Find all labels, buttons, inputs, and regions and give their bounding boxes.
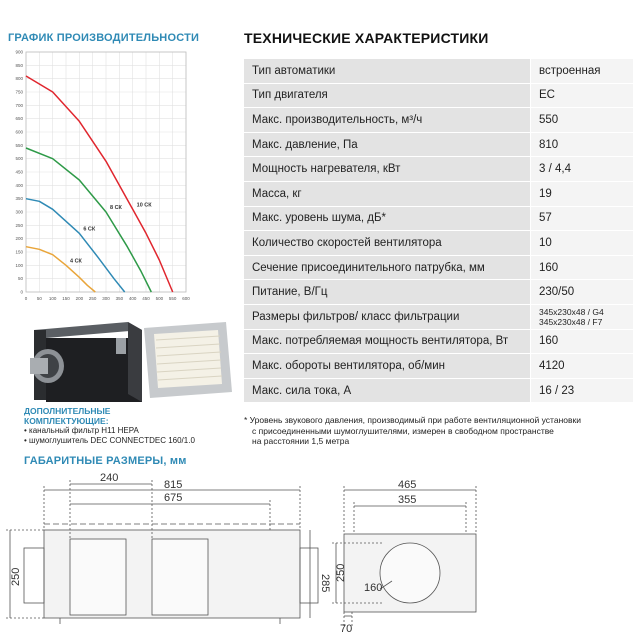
table-row (244, 304, 634, 329)
dimension-250-left: 250 (10, 567, 22, 586)
x-tick-label: 450 (142, 296, 150, 301)
dimension-465: 465 (398, 479, 417, 491)
table-row (244, 329, 634, 354)
x-tick-label: 300 (102, 296, 110, 301)
spec-value: 4120 (531, 354, 634, 379)
x-tick-label: 400 (128, 296, 137, 301)
y-tick-label: 300 (15, 209, 23, 215)
spec-value: 3 / 4,4 (531, 157, 634, 182)
spec-label: Размеры фильтров/ класс фильтрации (244, 304, 531, 329)
spec-value-filters (531, 304, 634, 329)
spec-value: встроенная (531, 59, 634, 84)
y-tick-label: 350 (15, 196, 23, 202)
y-tick-label: 600 (15, 129, 23, 135)
accessories-block (24, 406, 195, 446)
y-tick-label: 450 (15, 169, 23, 175)
spec-value: 550 (531, 108, 634, 133)
dimension-355: 355 (398, 494, 417, 506)
series-label: 4 СК (70, 258, 82, 265)
y-tick-label: 50 (17, 276, 23, 282)
x-tick-label: 600 (182, 296, 190, 301)
spec-label: Тип двигателя (244, 83, 531, 108)
filter-class-f7: 345x230x48 / F7 (539, 316, 603, 327)
dims-section-title: ГАБАРИТНЫЕ РАЗМЕРЫ, мм (24, 455, 187, 467)
dimension-70: 70 (340, 623, 353, 634)
spec-label: Количество скоростей вентилятора (244, 231, 531, 256)
side-view-drawing (6, 480, 318, 624)
table-row (244, 132, 634, 157)
table-row (244, 108, 634, 133)
spec-value: 160 (531, 255, 634, 280)
x-tick-label: 0 (24, 296, 28, 301)
y-tick-label: 900 (15, 49, 23, 55)
series-line (26, 199, 125, 292)
series-label: 6 СК (83, 226, 96, 233)
spec-label: Сечение присоединительного патрубка, мм (244, 255, 531, 280)
spec-label: Питание, В/Гц (244, 280, 531, 305)
footnote-line: с присоединенными шумоглушителями, измерен в свободном пространстве (252, 425, 554, 436)
dimension-815: 815 (164, 479, 183, 491)
dimension-160: 160 (364, 582, 383, 594)
spec-section-title: ТЕХНИЧЕСКИЕ ХАРАКТЕРИСТИКИ (244, 30, 489, 46)
y-tick-label: 750 (15, 89, 23, 95)
spec-label: Макс. обороты вентилятора, об/мин (244, 354, 531, 379)
spec-label: Макс. производительность, м³/ч (244, 108, 531, 133)
spec-value: 160 (531, 329, 634, 354)
x-tick-label: 550 (168, 296, 177, 301)
table-row (244, 181, 634, 206)
spec-table (243, 58, 634, 403)
spec-value: 16 / 23 (531, 378, 634, 403)
dimension-250-right: 250 (335, 563, 347, 582)
accessories-title: ДОПОЛНИТЕЛЬНЫЕ (24, 406, 111, 416)
spec-label: Макс. давление, Па (244, 132, 531, 157)
filter-panel-image (144, 322, 232, 398)
table-row (244, 255, 634, 280)
performance-chart (0, 46, 200, 308)
spec-value: 19 (531, 181, 634, 206)
accessory-item: • канальный фильтр H11 HEPA (24, 426, 139, 435)
table-row (244, 157, 634, 182)
y-tick-label: 200 (15, 236, 23, 242)
filter-class-g4: 345x230x48 / G4 (539, 306, 604, 317)
y-tick-label: 250 (15, 222, 23, 228)
y-tick-label: 500 (15, 156, 23, 162)
dimension-drawings (0, 466, 640, 634)
x-tick-label: 250 (88, 296, 97, 301)
accessory-item: • шумоглушитель DEC CONNECTDEC 160/1.0 (24, 436, 195, 445)
dimension-285: 285 (319, 574, 331, 593)
spec-label: Макс. сила тока, А (244, 378, 531, 403)
y-tick-label: 700 (15, 102, 23, 108)
chart-section-title: ГРАФИК ПРОИЗВОДИТЕЛЬНОСТИ (8, 32, 200, 44)
spec-value: 10 (531, 231, 634, 256)
table-row (244, 378, 634, 403)
product-images (20, 318, 245, 406)
noise-footnote (244, 415, 581, 447)
front-view-drawing (332, 486, 476, 626)
x-tick-label: 100 (48, 296, 57, 301)
y-tick-label: 850 (15, 62, 23, 68)
spec-value: 810 (531, 132, 634, 157)
table-row (244, 59, 634, 84)
spec-label: Мощность нагревателя, кВт (244, 157, 531, 182)
spec-label: Макс. потребляемая мощность вентилятора, Вт (244, 329, 531, 354)
series-label: 8 СК (110, 205, 122, 211)
footnote-line: * Уровень звукового давления, производимый при работе вентиляционной установки (244, 415, 581, 425)
silencer-box-image (30, 322, 142, 402)
table-row (244, 231, 634, 256)
series-line (26, 247, 95, 292)
dimension-240: 240 (100, 472, 119, 484)
dimension-675: 675 (164, 492, 183, 504)
spec-label: Макс. уровень шума, дБ* (244, 206, 531, 231)
y-tick-label: 650 (15, 116, 23, 122)
table-row (244, 206, 634, 231)
y-tick-label: 550 (15, 142, 23, 148)
y-tick-label: 800 (15, 76, 23, 82)
x-tick-label: 50 (36, 296, 42, 301)
table-row (244, 280, 634, 305)
table-row (244, 354, 634, 379)
series-label: 10 СК (136, 202, 152, 209)
table-row (244, 83, 634, 108)
y-tick-label: 100 (15, 262, 23, 268)
spec-value: 230/50 (531, 280, 634, 305)
spec-value: EC (531, 83, 634, 108)
y-tick-label: 400 (15, 182, 23, 188)
footnote-line: на расстоянии 1,5 метра (252, 436, 350, 446)
x-tick-label: 150 (62, 296, 70, 301)
spec-label: Тип автоматики (244, 59, 531, 84)
x-tick-label: 500 (155, 296, 164, 301)
y-tick-label: 0 (20, 289, 23, 295)
accessories-title: КОМПЛЕКТУЮЩИЕ: (24, 416, 109, 426)
spec-value: 57 (531, 206, 634, 231)
spec-label: Масса, кг (244, 181, 531, 206)
x-tick-label: 200 (75, 296, 84, 301)
x-tick-label: 350 (115, 296, 124, 301)
y-tick-label: 150 (15, 249, 23, 255)
